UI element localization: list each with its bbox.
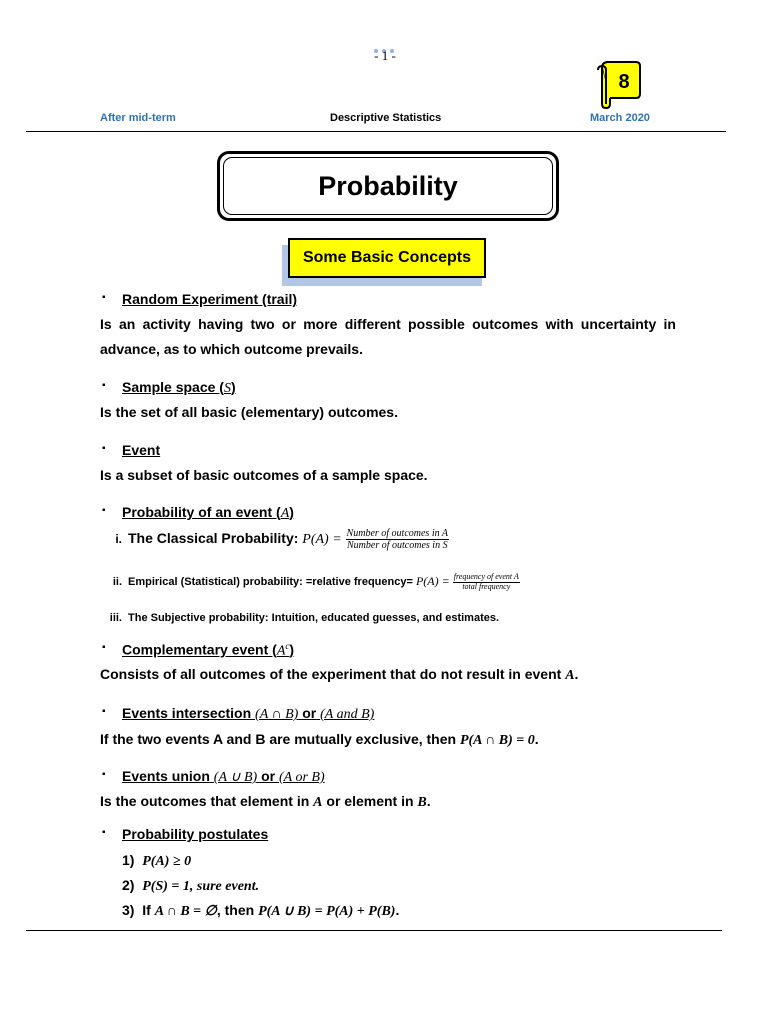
bullet-icon: ▪ bbox=[102, 706, 106, 717]
empirical-probability: ii. Empirical (Statistical) probability: =relative frequency= P(A) = $\frac{\text{frequency of event A}}{\text{total frequency}}$ bbox=[112, 572, 519, 591]
page-title: Probability bbox=[223, 157, 553, 215]
term-event: Event bbox=[122, 442, 161, 458]
postulate-2: 2) P(S) = 1, sure event. bbox=[122, 877, 260, 894]
footer-divider bbox=[26, 930, 722, 931]
scroll-badge-icon bbox=[596, 60, 642, 110]
postulate-3: 3) If A ∩ B = ∅, then P(A ∪ B) = P(A) + P(B). bbox=[122, 902, 400, 919]
term-random-experiment: Random Experiment (trail) bbox=[122, 291, 298, 307]
classical-probability: i. The Classical Probability: P(A) = $\frac{\text{Number of outcomes in A}}{\text{Number of outcomes in S}}$ bbox=[115, 528, 449, 551]
badge-number: 8 bbox=[618, 71, 630, 93]
header-date: March 2020 bbox=[590, 112, 650, 124]
bullet-icon: ▪ bbox=[102, 505, 106, 516]
page-number: - 1 - bbox=[374, 48, 396, 63]
term-probability-postulates: Probability postulates bbox=[122, 826, 269, 842]
definition-random-experiment: Is an activity having two or more different possible outcomes with uncertainty in advance, as to which outcome prevails. bbox=[100, 316, 676, 357]
bullet-icon: ▪ bbox=[102, 292, 106, 303]
title-box bbox=[217, 151, 559, 221]
header-divider bbox=[26, 131, 726, 132]
header-left-text: After mid-term bbox=[100, 112, 176, 124]
term-complementary-event: Complementary event $(A^c)$ bbox=[122, 641, 295, 659]
bullet-icon: ▪ bbox=[102, 642, 106, 653]
definition-event: Is a subset of basic outcomes of a sample space. bbox=[100, 467, 428, 483]
bullet-icon: ▪ bbox=[102, 443, 106, 454]
page-decoration-dots bbox=[374, 40, 398, 46]
term-events-intersection: Events intersection (A ∩ B) or (A and B) bbox=[122, 705, 375, 722]
definition-events-intersection: If the two events A and B are mutually exclusive, then P(A ∩ B) = 0. bbox=[100, 731, 539, 748]
term-sample-space: Sample space (S) bbox=[122, 379, 236, 396]
header-course-title: Descriptive Statistics bbox=[330, 112, 442, 124]
definition-events-union: Is the outcomes that element in A or element in B. bbox=[100, 793, 431, 810]
bullet-icon: ▪ bbox=[102, 769, 106, 780]
definition-complementary-event: Consists of all outcomes of the experiment that do not result in event A. bbox=[100, 666, 579, 683]
section-subtitle: Some Basic Concepts bbox=[288, 238, 486, 278]
subjective-probability: iii. The Subjective probability: Intuition, educated guesses, and estimates. bbox=[109, 612, 500, 624]
postulate-1: 1) P(A) ≥ 0 bbox=[122, 852, 192, 869]
term-probability-event: Probability of an event (A) bbox=[122, 504, 294, 521]
term-events-union: Events union (A ∪ B) or (A or B) bbox=[122, 768, 325, 785]
bullet-icon: ▪ bbox=[102, 827, 106, 838]
definition-sample-space: Is the set of all basic (elementary) outcomes. bbox=[100, 404, 398, 420]
bullet-icon: ▪ bbox=[102, 380, 106, 391]
